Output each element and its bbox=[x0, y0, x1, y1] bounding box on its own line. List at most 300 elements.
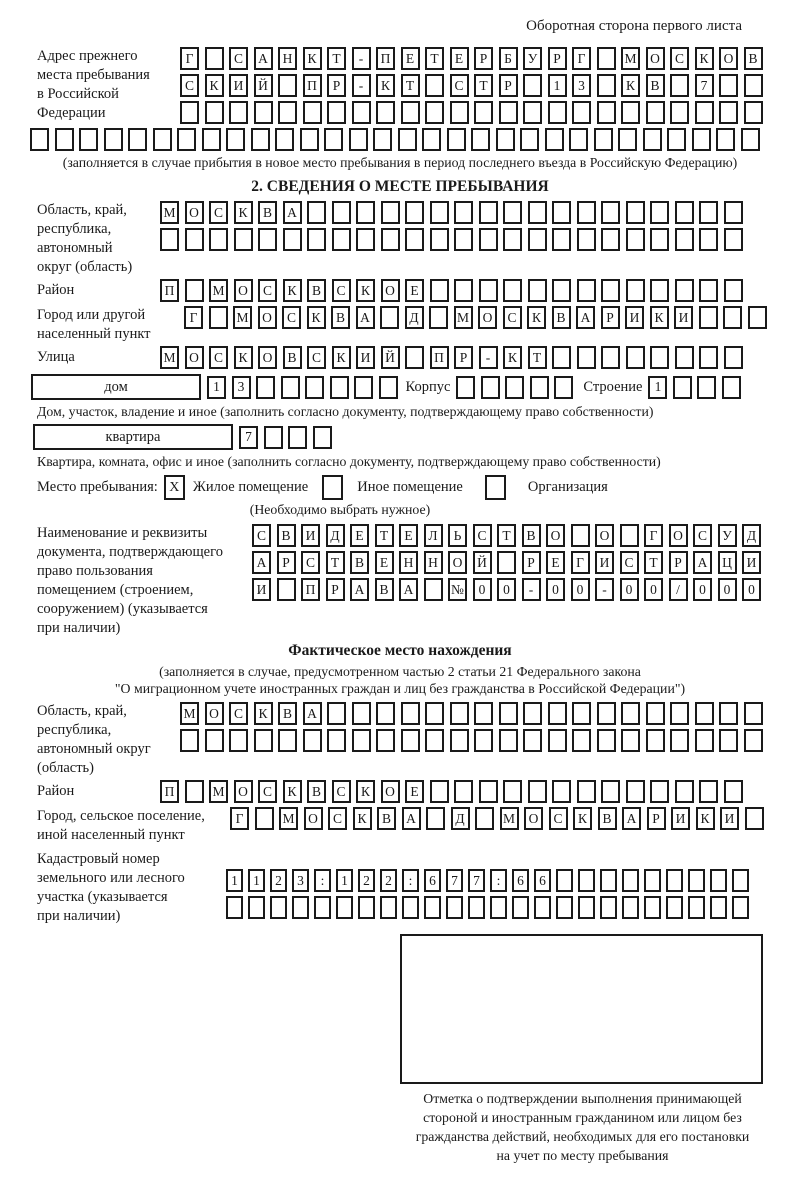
text-line: Наименование и реквизиты bbox=[37, 525, 208, 541]
char-cell bbox=[666, 869, 683, 892]
char-cell: К bbox=[283, 780, 302, 803]
char-cell: 7 bbox=[468, 869, 485, 892]
char-cell: 0 bbox=[718, 578, 737, 601]
char-cell bbox=[405, 201, 424, 224]
char-cell bbox=[153, 128, 172, 151]
char-cell: Р bbox=[669, 551, 688, 574]
char-cell: О bbox=[185, 201, 204, 224]
fact-district-grid bbox=[160, 780, 743, 803]
char-cell: Г bbox=[572, 47, 591, 70]
char-cell bbox=[548, 702, 567, 725]
char-cell bbox=[719, 101, 738, 124]
char-cell: И bbox=[252, 578, 271, 601]
char-cell bbox=[474, 702, 493, 725]
char-cell bbox=[425, 74, 444, 97]
char-cell: К bbox=[205, 74, 224, 97]
char-cell bbox=[667, 128, 686, 151]
text-line: стороной и иностранным гражданином или лицом без bbox=[423, 1110, 742, 1125]
char-cell bbox=[352, 729, 371, 752]
char-cell bbox=[180, 729, 199, 752]
char-cell: 0 bbox=[497, 578, 516, 601]
char-cell: Р bbox=[522, 551, 541, 574]
char-cell bbox=[552, 228, 571, 251]
char-cell bbox=[479, 201, 498, 224]
char-cell bbox=[254, 729, 273, 752]
korpus-label: Корпус bbox=[405, 378, 451, 395]
char-cell bbox=[744, 702, 763, 725]
char-cell bbox=[650, 279, 669, 302]
char-cell bbox=[380, 306, 399, 329]
char-cell: К bbox=[573, 807, 592, 830]
char-cell bbox=[572, 702, 591, 725]
char-cell: А bbox=[399, 578, 418, 601]
char-cell: В bbox=[744, 47, 763, 70]
char-cell bbox=[376, 729, 395, 752]
char-cell bbox=[450, 702, 469, 725]
prev-address-field bbox=[0, 47, 800, 124]
char-cell: Е bbox=[546, 551, 565, 574]
char-cell bbox=[425, 729, 444, 752]
char-cell: Н bbox=[424, 551, 443, 574]
char-cell bbox=[626, 279, 645, 302]
char-cell bbox=[675, 228, 694, 251]
char-cell bbox=[405, 228, 424, 251]
stroenie-cells bbox=[648, 376, 741, 399]
char-cell: Т bbox=[528, 346, 547, 369]
char-cell: Е bbox=[350, 524, 369, 547]
char-cell bbox=[426, 807, 445, 830]
fact-region-label bbox=[0, 702, 180, 778]
char-cell bbox=[578, 869, 595, 892]
char-cell bbox=[358, 896, 375, 919]
char-cell: О bbox=[381, 279, 400, 302]
char-cell bbox=[554, 376, 573, 399]
char-cell: 3 bbox=[292, 869, 309, 892]
char-cell: К bbox=[696, 807, 715, 830]
char-cell bbox=[336, 896, 353, 919]
char-cell: Ь bbox=[448, 524, 467, 547]
char-cell bbox=[528, 201, 547, 224]
text-line: земельного или лесного bbox=[37, 870, 185, 886]
char-cell bbox=[258, 228, 277, 251]
char-cell bbox=[650, 228, 669, 251]
char-cell bbox=[520, 128, 539, 151]
char-cell: Г bbox=[180, 47, 199, 70]
char-cell: М bbox=[233, 306, 252, 329]
char-cell bbox=[597, 74, 616, 97]
char-cell bbox=[503, 201, 522, 224]
char-cell: 1 bbox=[648, 376, 667, 399]
char-cell: О bbox=[258, 346, 277, 369]
char-cell: А bbox=[356, 306, 375, 329]
char-cell: О bbox=[205, 702, 224, 725]
char-cell bbox=[597, 101, 616, 124]
text-line: сооружением) (указывается bbox=[37, 601, 208, 617]
char-cell bbox=[732, 896, 749, 919]
char-cell bbox=[688, 869, 705, 892]
char-cell: Т bbox=[375, 524, 394, 547]
char-cell bbox=[234, 228, 253, 251]
char-cell bbox=[205, 729, 224, 752]
fact-city-row bbox=[230, 807, 764, 830]
char-cell: : bbox=[490, 869, 507, 892]
city-row bbox=[184, 306, 767, 329]
text-line: республика, bbox=[37, 722, 112, 738]
fact-district-label bbox=[0, 782, 160, 801]
char-cell: Р bbox=[277, 551, 296, 574]
house-row bbox=[31, 374, 800, 400]
char-cell bbox=[650, 780, 669, 803]
char-cell: Е bbox=[450, 47, 469, 70]
char-cell bbox=[248, 896, 265, 919]
char-cell: И bbox=[720, 807, 739, 830]
char-cell bbox=[601, 279, 620, 302]
text-line: Город, сельское поселение, bbox=[37, 808, 205, 824]
char-cell: Г bbox=[571, 551, 590, 574]
char-cell: Д bbox=[742, 524, 761, 547]
char-cell bbox=[601, 228, 620, 251]
cadastral-row-1 bbox=[226, 869, 749, 892]
char-cell bbox=[373, 128, 392, 151]
char-cell bbox=[748, 306, 767, 329]
char-cell bbox=[471, 128, 490, 151]
char-cell bbox=[741, 128, 760, 151]
char-cell bbox=[479, 780, 498, 803]
char-cell bbox=[430, 201, 449, 224]
char-cell bbox=[503, 279, 522, 302]
char-cell bbox=[490, 896, 507, 919]
char-cell bbox=[380, 896, 397, 919]
text-line: право пользования bbox=[37, 563, 153, 579]
char-cell: А bbox=[350, 578, 369, 601]
char-cell: И bbox=[742, 551, 761, 574]
text-line: на учет по месту пребывания bbox=[496, 1148, 669, 1163]
char-cell: К bbox=[527, 306, 546, 329]
char-cell: В bbox=[552, 306, 571, 329]
char-cell bbox=[675, 780, 694, 803]
char-cell bbox=[744, 74, 763, 97]
char-cell bbox=[600, 869, 617, 892]
char-cell bbox=[202, 128, 221, 151]
char-cell bbox=[177, 128, 196, 151]
text-line: округ (область) bbox=[37, 259, 133, 275]
char-cell bbox=[497, 551, 516, 574]
char-cell: О bbox=[524, 807, 543, 830]
char-cell bbox=[180, 101, 199, 124]
char-cell: Е bbox=[401, 47, 420, 70]
char-cell bbox=[499, 101, 518, 124]
char-cell bbox=[670, 702, 689, 725]
char-cell bbox=[646, 729, 665, 752]
char-cell: П bbox=[303, 74, 322, 97]
char-cell bbox=[670, 74, 689, 97]
text-line: Отметка о подтверждении выполнения принимающей bbox=[423, 1091, 742, 1106]
document-label bbox=[0, 524, 252, 638]
char-cell: П bbox=[301, 578, 320, 601]
char-cell bbox=[577, 279, 596, 302]
char-cell: 2 bbox=[380, 869, 397, 892]
text-line: (область) bbox=[37, 760, 94, 776]
char-cell bbox=[450, 101, 469, 124]
char-cell: С bbox=[180, 74, 199, 97]
char-cell bbox=[695, 101, 714, 124]
char-cell: М bbox=[209, 780, 228, 803]
stay-type-label: Место пребывания: bbox=[37, 479, 158, 495]
char-cell: И bbox=[674, 306, 693, 329]
stay-type-option-organization: Организация bbox=[527, 479, 608, 495]
char-cell bbox=[601, 346, 620, 369]
char-cell bbox=[699, 306, 718, 329]
char-cell bbox=[314, 896, 331, 919]
char-cell bbox=[697, 376, 716, 399]
char-cell bbox=[512, 896, 529, 919]
char-cell bbox=[699, 201, 718, 224]
char-cell bbox=[327, 101, 346, 124]
char-cell: В bbox=[307, 279, 326, 302]
text-line: Адрес прежнего bbox=[37, 48, 138, 64]
char-cell: М bbox=[160, 346, 179, 369]
char-cell bbox=[401, 729, 420, 752]
char-cell bbox=[474, 729, 493, 752]
prev-address-grid bbox=[180, 47, 763, 124]
char-cell bbox=[332, 201, 351, 224]
char-cell: О bbox=[304, 807, 323, 830]
cadastral-field bbox=[0, 850, 800, 926]
char-cell: М bbox=[209, 279, 228, 302]
district-field bbox=[0, 279, 800, 302]
char-cell: - bbox=[352, 74, 371, 97]
text-line: автономный bbox=[37, 240, 113, 256]
char-cell: В bbox=[375, 578, 394, 601]
char-cell bbox=[675, 279, 694, 302]
char-cell bbox=[744, 729, 763, 752]
char-cell bbox=[283, 228, 302, 251]
char-cell: С bbox=[252, 524, 271, 547]
region-row-1 bbox=[160, 201, 743, 224]
char-cell: Б bbox=[499, 47, 518, 70]
char-cell bbox=[600, 896, 617, 919]
char-cell bbox=[300, 128, 319, 151]
char-cell: К bbox=[356, 780, 375, 803]
text-line: Область, край, bbox=[37, 703, 127, 719]
stay-type-row bbox=[37, 475, 800, 500]
text-line: Кадастровый номер bbox=[37, 851, 160, 867]
char-cell: 0 bbox=[693, 578, 712, 601]
char-cell: А bbox=[693, 551, 712, 574]
fact-region-grid bbox=[180, 702, 763, 752]
char-cell: : bbox=[314, 869, 331, 892]
char-cell: 7 bbox=[239, 426, 258, 449]
char-cell: М bbox=[160, 201, 179, 224]
char-cell bbox=[710, 869, 727, 892]
char-cell bbox=[185, 780, 204, 803]
district-row bbox=[160, 279, 743, 302]
char-cell: К bbox=[254, 702, 273, 725]
char-cell bbox=[255, 807, 274, 830]
char-cell: П bbox=[160, 780, 179, 803]
char-cell: 3 bbox=[572, 74, 591, 97]
section2-title: 2. СВЕДЕНИЯ О МЕСТЕ ПРЕБЫВАНИЯ bbox=[251, 178, 549, 195]
char-cell bbox=[205, 101, 224, 124]
char-cell bbox=[646, 702, 665, 725]
char-cell: К bbox=[303, 47, 322, 70]
char-cell bbox=[621, 702, 640, 725]
char-cell bbox=[646, 101, 665, 124]
char-cell: Т bbox=[425, 47, 444, 70]
char-cell bbox=[571, 524, 590, 547]
char-cell: 0 bbox=[571, 578, 590, 601]
char-cell bbox=[454, 780, 473, 803]
char-cell bbox=[305, 376, 324, 399]
char-cell bbox=[548, 101, 567, 124]
char-cell bbox=[626, 780, 645, 803]
char-cell: Е bbox=[405, 780, 424, 803]
char-cell: 6 bbox=[512, 869, 529, 892]
char-cell: О bbox=[595, 524, 614, 547]
text-line: Федерации bbox=[37, 105, 106, 121]
char-cell bbox=[229, 101, 248, 124]
char-cell: К bbox=[356, 279, 375, 302]
char-cell: А bbox=[303, 702, 322, 725]
char-cell bbox=[528, 279, 547, 302]
fact-region-row-1 bbox=[180, 702, 763, 725]
char-cell: А bbox=[252, 551, 271, 574]
char-cell: В bbox=[350, 551, 369, 574]
char-cell bbox=[673, 376, 692, 399]
char-cell bbox=[724, 228, 743, 251]
text-line: иной населенный пункт bbox=[37, 827, 185, 843]
char-cell: Й bbox=[254, 74, 273, 97]
char-cell: С bbox=[332, 780, 351, 803]
char-cell: - bbox=[595, 578, 614, 601]
char-cell bbox=[556, 896, 573, 919]
char-cell: Г bbox=[184, 306, 203, 329]
char-cell: С bbox=[301, 551, 320, 574]
char-cell: 0 bbox=[644, 578, 663, 601]
char-cell bbox=[650, 201, 669, 224]
char-cell: Н bbox=[399, 551, 418, 574]
char-cell bbox=[327, 729, 346, 752]
text-line: документа, подтверждающего bbox=[37, 544, 223, 560]
char-cell bbox=[499, 729, 518, 752]
char-cell: С bbox=[450, 74, 469, 97]
char-cell bbox=[650, 346, 669, 369]
char-cell bbox=[626, 346, 645, 369]
char-cell bbox=[307, 228, 326, 251]
char-cell bbox=[552, 201, 571, 224]
char-cell bbox=[723, 306, 742, 329]
char-cell: В bbox=[331, 306, 350, 329]
char-cell: В bbox=[307, 780, 326, 803]
char-cell bbox=[621, 101, 640, 124]
char-cell: К bbox=[695, 47, 714, 70]
document-field bbox=[0, 524, 800, 638]
char-cell: Й bbox=[381, 346, 400, 369]
text-line: в Российской bbox=[37, 86, 119, 102]
char-cell bbox=[577, 780, 596, 803]
text-line: "О миграционном учете иностранных граждан и лиц без гражданства в Российской Федерации") bbox=[114, 681, 686, 696]
char-cell bbox=[503, 780, 522, 803]
char-cell: С bbox=[258, 780, 277, 803]
char-cell: С bbox=[209, 346, 228, 369]
char-cell bbox=[424, 896, 441, 919]
char-cell bbox=[528, 228, 547, 251]
char-cell bbox=[670, 729, 689, 752]
char-cell bbox=[548, 729, 567, 752]
char-cell bbox=[468, 896, 485, 919]
city-field bbox=[0, 306, 800, 344]
fact-city-grid bbox=[230, 807, 764, 830]
char-cell bbox=[376, 101, 395, 124]
char-cell bbox=[719, 74, 738, 97]
char-cell: 6 bbox=[424, 869, 441, 892]
char-cell bbox=[264, 426, 283, 449]
char-cell: К bbox=[503, 346, 522, 369]
region-grid bbox=[160, 201, 743, 251]
char-cell bbox=[675, 201, 694, 224]
char-cell bbox=[270, 896, 287, 919]
char-cell bbox=[692, 128, 711, 151]
char-cell bbox=[354, 376, 373, 399]
char-cell: И bbox=[625, 306, 644, 329]
char-cell bbox=[430, 780, 449, 803]
char-cell: Р bbox=[327, 74, 346, 97]
house-number-cells bbox=[207, 376, 398, 399]
text-line: участка (указывается bbox=[37, 889, 168, 905]
char-cell: С bbox=[282, 306, 301, 329]
char-cell bbox=[430, 279, 449, 302]
prev-address-row-3 bbox=[180, 101, 763, 124]
char-cell bbox=[185, 228, 204, 251]
char-cell bbox=[349, 128, 368, 151]
stay-type-note: (Необходимо выбрать нужное) bbox=[249, 502, 431, 517]
char-cell: С bbox=[307, 346, 326, 369]
char-cell bbox=[597, 47, 616, 70]
char-cell bbox=[55, 128, 74, 151]
char-cell: А bbox=[283, 201, 302, 224]
char-cell: П bbox=[160, 279, 179, 302]
char-cell bbox=[626, 201, 645, 224]
char-cell bbox=[499, 702, 518, 725]
char-cell bbox=[622, 896, 639, 919]
char-cell bbox=[622, 869, 639, 892]
char-cell: 0 bbox=[546, 578, 565, 601]
char-cell bbox=[447, 128, 466, 151]
char-cell bbox=[430, 228, 449, 251]
char-cell: Г bbox=[230, 807, 249, 830]
char-cell: К bbox=[376, 74, 395, 97]
char-cell: Й bbox=[473, 551, 492, 574]
text-line: места пребывания bbox=[37, 67, 150, 83]
fact-district-field bbox=[0, 780, 800, 803]
char-cell bbox=[552, 780, 571, 803]
stay-type-checkbox-residential: X bbox=[164, 475, 185, 500]
char-cell bbox=[356, 201, 375, 224]
char-cell bbox=[185, 279, 204, 302]
char-cell bbox=[402, 896, 419, 919]
char-cell bbox=[644, 869, 661, 892]
document-row-3 bbox=[252, 578, 761, 601]
char-cell: И bbox=[301, 524, 320, 547]
char-cell: Р bbox=[454, 346, 473, 369]
char-cell bbox=[356, 228, 375, 251]
char-cell bbox=[424, 578, 443, 601]
char-cell: Р bbox=[499, 74, 518, 97]
char-cell: - bbox=[479, 346, 498, 369]
char-cell bbox=[695, 729, 714, 752]
char-cell bbox=[644, 896, 661, 919]
char-cell bbox=[695, 702, 714, 725]
